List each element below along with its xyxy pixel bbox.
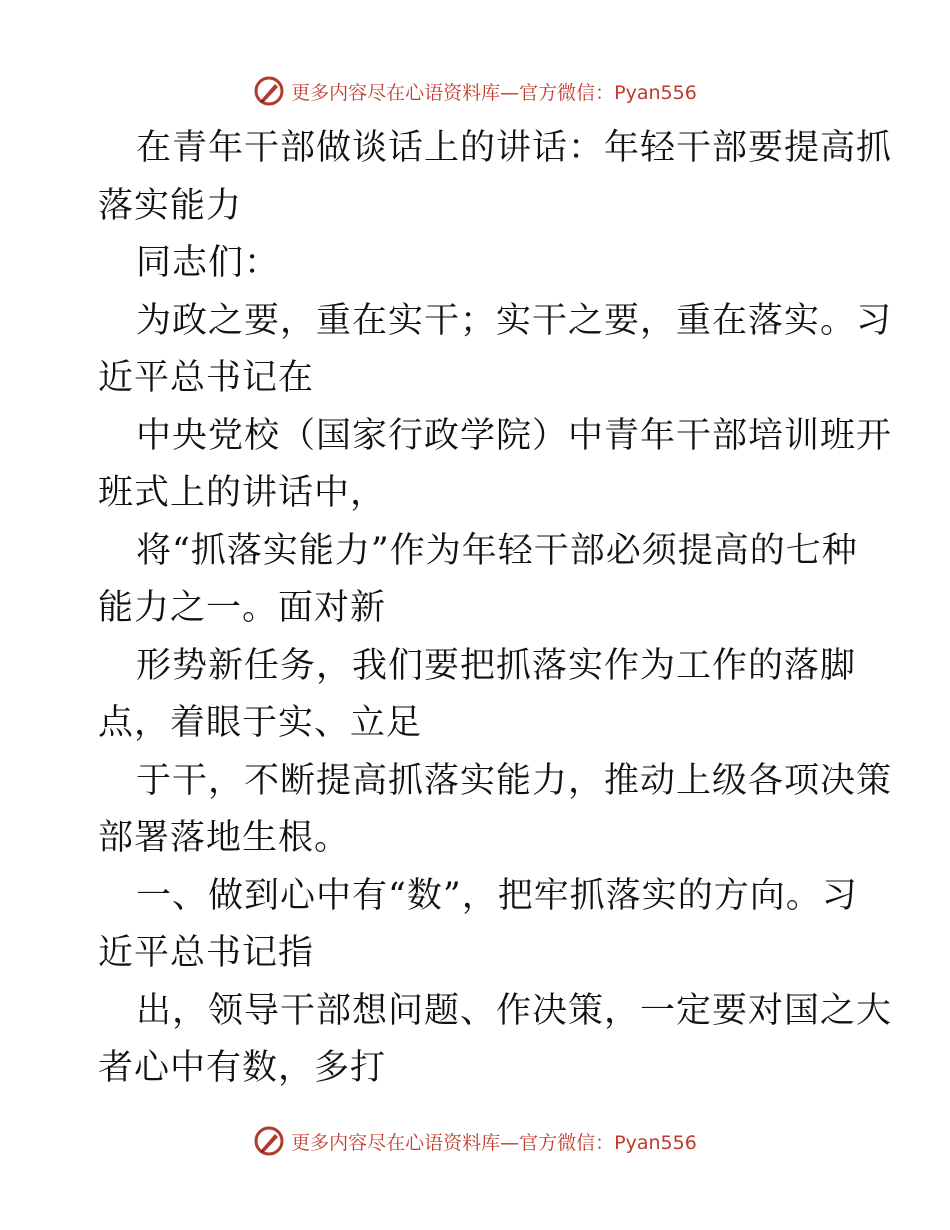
paragraph-line: 出，领导干部想问题、作决策，一定要对国之大	[136, 990, 893, 1031]
paragraph-line: 者心中有数，多打	[98, 1048, 387, 1088]
paragraph-line: 能力之一。面对新	[98, 588, 387, 628]
header-banner	[0, 71, 950, 111]
paragraph-line: 于干，不断提高抓落实能力，推动上级各项决策	[136, 760, 893, 801]
footer-banner	[0, 1121, 950, 1161]
paragraph-line: 将“抓落实能力”作为年轻干部必须提高的七种	[136, 530, 858, 571]
paragraph-line: 点，着眼于实、立足	[98, 703, 423, 743]
paragraph-line: 近平总书记在	[98, 358, 315, 398]
title-line-1: 在青年干部做谈话上的讲话：年轻干部要提高抓	[136, 128, 893, 168]
paragraph-line: 形势新任务，我们要把抓落实作为工作的落脚	[136, 645, 857, 686]
paragraph-line: 近平总书记指	[98, 933, 315, 973]
section-heading-line: 一、做到心中有“数”，把牢抓落实的方向。习	[136, 875, 858, 916]
paragraph-line: 为政之要，重在实干；实干之要，重在落实。习	[136, 300, 893, 341]
pen-logo-icon	[253, 1125, 285, 1157]
paragraph-line: 中央党校（国家行政学院）中青年干部培训班开	[136, 415, 893, 456]
paragraph-line: 班式上的讲话中，	[98, 473, 387, 513]
salutation: 同志们：	[136, 243, 281, 283]
pen-logo-icon	[253, 75, 285, 107]
title-line-2: 落实能力	[98, 185, 243, 226]
header-banner-text: 更多内容尽在心语资料库—官方微信：Pyan556	[291, 81, 697, 104]
footer-banner-text: 更多内容尽在心语资料库—官方微信：Pyan556	[291, 1131, 697, 1154]
paragraph-line: 部署落地生根。	[98, 818, 351, 858]
document-body	[98, 120, 893, 1098]
